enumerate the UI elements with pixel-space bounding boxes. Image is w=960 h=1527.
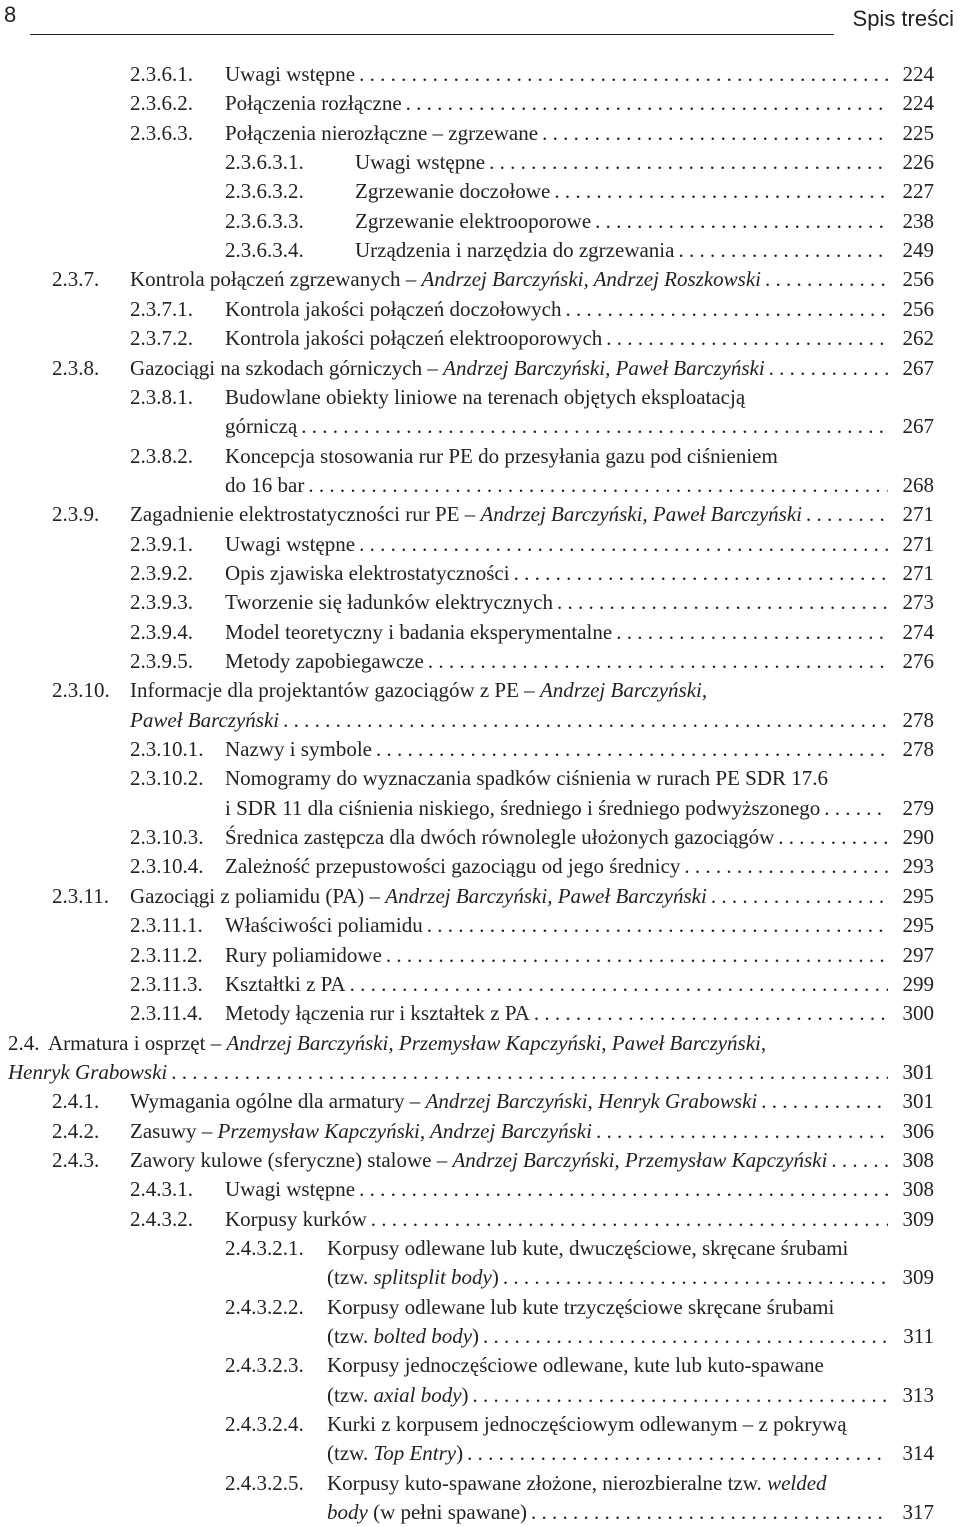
toc-leader-dots — [503, 1263, 888, 1292]
toc-entry-title-text: Rury poliamidowe — [225, 942, 382, 967]
toc-entry-title-text: Korpusy odlewane lub kute, dwuczęściowe, skręcane śrubami — [327, 1236, 849, 1260]
toc-entry-title-text: Zależność przepustowości gazociągu od jego średnicy — [225, 854, 681, 879]
toc-entry-page: 295 — [902, 913, 934, 938]
toc-entry-number: 2.3.9.3. — [130, 590, 193, 615]
toc-entry[interactable] — [225, 1293, 934, 1322]
toc-entry-number: 2.3.6.1. — [130, 62, 193, 86]
toc-entry-title — [225, 618, 612, 647]
toc-entry-page: 267 — [902, 355, 934, 380]
toc-entry-title-text: (tzw. — [327, 1441, 374, 1466]
toc-entry-title-text: Połączenia rozłączne — [225, 91, 402, 116]
toc-entry-title-text: Uwagi wstępne — [225, 1177, 356, 1202]
toc-entry-title — [130, 354, 765, 383]
toc-entry-page: 317 — [902, 1500, 934, 1525]
toc-entry[interactable] — [130, 647, 934, 676]
toc-entry-title — [225, 1175, 355, 1204]
toc-entry-title — [355, 207, 591, 236]
toc-entry-page: 308 — [902, 1177, 934, 1202]
toc-leader-dots — [606, 324, 888, 353]
toc-leader-dots — [514, 559, 888, 588]
toc-leader-dots — [301, 412, 888, 441]
toc-entry[interactable] — [130, 999, 934, 1028]
toc-entry-author: Andrzej Barczyński, Henryk Grabowski — [425, 1089, 758, 1114]
toc-entry-title-text: Uwagi wstępne — [355, 150, 486, 175]
toc-entry[interactable] — [130, 823, 934, 852]
toc-entry-title — [225, 559, 510, 588]
toc-entry-title-text: Kontrola połączeń zgrzewanych – — [130, 267, 422, 292]
toc-leader-dots — [171, 1058, 888, 1087]
toc-leader-dots — [376, 735, 888, 764]
toc-leader-dots — [684, 852, 888, 881]
toc-entry-title-text: Korpusy jednoczęściowe odlewane, kute lub kuto-spawane — [327, 1353, 824, 1378]
toc-entry-page: 271 — [902, 560, 934, 585]
toc-entry-author: Andrzej Barczyński, Przemysław Kapczyński, Paweł Barczyński, — [226, 1030, 767, 1055]
toc-entry[interactable] — [225, 471, 934, 500]
toc-entry-page: 225 — [902, 120, 934, 145]
toc-entry[interactable] — [130, 89, 934, 118]
toc-entry-title-text: (tzw. — [327, 1265, 374, 1290]
toc-entry[interactable] — [225, 1234, 934, 1263]
toc-entry-number: 2.3.6.3.1. — [225, 150, 304, 175]
toc-entry[interactable] — [52, 676, 934, 705]
toc-entry-page: 238 — [902, 208, 934, 233]
toc-entry-title-suffix: ) — [472, 1324, 480, 1349]
toc-entry-title — [225, 471, 304, 500]
toc-entry-title — [130, 706, 279, 735]
toc-leader-dots — [473, 1381, 888, 1410]
toc-leader-dots — [557, 588, 888, 617]
toc-entry[interactable] — [52, 1146, 934, 1175]
toc-entry-page: 267 — [902, 414, 934, 439]
toc-entry-title-text: Połączenia nierozłączne – zgrzewane — [225, 120, 539, 145]
toc-entry-number: 2.4.2. — [52, 1118, 100, 1143]
toc-leader-dots — [371, 1205, 888, 1234]
toc-entry[interactable] — [130, 60, 934, 89]
toc-leader-dots — [806, 500, 888, 529]
toc-leader-dots — [489, 148, 888, 177]
toc-entry[interactable] — [225, 1410, 934, 1439]
toc-entry-title-text: Zawory kulowe (sferyczne) stalowe – — [130, 1147, 453, 1172]
toc-entry-page: 314 — [902, 1441, 934, 1466]
toc-entry-title — [130, 882, 707, 911]
toc-leader-dots — [483, 1322, 888, 1351]
toc-entry-title — [327, 1410, 847, 1439]
toc-leader-dots — [761, 1087, 888, 1116]
toc-entry-title — [225, 383, 745, 412]
toc-entry-title-suffix: (w pełni spawane) — [367, 1500, 528, 1525]
toc-leader-dots — [406, 89, 888, 118]
toc-entry-number: 2.3.6.3.3. — [225, 208, 304, 233]
toc-leader-dots — [824, 794, 888, 823]
toc-entry-title-text: Gazociągi z poliamidu (PA) – — [130, 883, 386, 908]
toc-entry[interactable] — [130, 530, 934, 559]
toc-entry-number: 2.4.3.1. — [130, 1177, 193, 1202]
toc-leader-dots — [542, 119, 888, 148]
toc-entry[interactable] — [130, 1205, 934, 1234]
toc-leader-dots — [308, 471, 888, 500]
toc-entry-title — [225, 823, 774, 852]
toc-entry-page: 311 — [903, 1324, 934, 1349]
toc-entry[interactable] — [130, 706, 934, 735]
toc-entry-title — [327, 1351, 824, 1380]
toc-entry-title-text: do 16 bar — [225, 472, 305, 497]
toc-entry-italic-term: Top Entry — [373, 1441, 457, 1466]
toc-leader-dots — [711, 882, 888, 911]
toc-leader-dots — [596, 1117, 888, 1146]
toc-entry-title — [355, 148, 485, 177]
toc-leader-dots — [831, 1146, 888, 1175]
toc-entry-page: 299 — [902, 971, 934, 996]
toc-entry-page: 226 — [902, 150, 934, 175]
toc-entry[interactable] — [225, 177, 934, 206]
toc-leader-dots — [359, 1175, 888, 1204]
toc-entry[interactable] — [225, 1351, 934, 1380]
toc-entry-title-text: Korpusy kuto-spawane złożone, nierozbieralne tzw. — [327, 1470, 768, 1495]
toc-entry-title-text: Zagadnienie elektrostatyczności rur PE – — [130, 502, 481, 527]
toc-entry-title — [225, 764, 828, 793]
toc-entry[interactable] — [225, 1469, 934, 1498]
toc-entry-page: 224 — [902, 91, 934, 116]
toc-entry-title — [327, 1263, 499, 1292]
toc-entry-number: 2.4.3.2.5. — [225, 1470, 304, 1495]
toc-entry[interactable] — [130, 735, 934, 764]
toc-entry-page: 301 — [902, 1059, 934, 1084]
toc-entry[interactable] — [52, 1117, 934, 1146]
toc-entry-title — [327, 1381, 469, 1410]
toc-entry-title-text: Budowlane obiekty liniowe na terenach objętych eksploatacją — [225, 384, 746, 409]
toc-entry[interactable] — [225, 794, 934, 823]
toc-entry-author: Andrzej Barczyński, Paweł Barczyński — [385, 883, 707, 908]
toc-entry-number: 2.4.3.2.4. — [225, 1412, 304, 1437]
toc-entry-number: 2.3.9.2. — [130, 560, 193, 585]
toc-entry-page: 278 — [902, 707, 934, 732]
toc-entry[interactable] — [327, 1322, 934, 1351]
toc-entry-number: 2.3.11.1. — [130, 913, 203, 938]
toc-entry-page: 306 — [902, 1118, 934, 1143]
toc-entry[interactable] — [327, 1381, 934, 1410]
toc-entry-title — [355, 236, 674, 265]
toc-entry-title — [225, 1205, 367, 1234]
toc-entry-number: 2.3.9.4. — [130, 619, 193, 644]
toc-entry-title-text: Kontrola jakości połączeń doczołowych — [225, 296, 562, 321]
toc-entry[interactable] — [225, 148, 934, 177]
toc-leader-dots — [283, 706, 888, 735]
toc-entry[interactable] — [52, 354, 934, 383]
toc-entry-author: Andrzej Barczyński, — [539, 678, 708, 703]
toc-entry-title — [130, 1146, 827, 1175]
toc-entry[interactable] — [327, 1439, 934, 1468]
toc-leader-dots — [427, 911, 888, 940]
toc-entry-page: 300 — [902, 1001, 934, 1026]
toc-entry-title — [225, 911, 423, 940]
toc-entry-author: Andrzej Barczyński, Andrzej Roszkowski — [421, 267, 761, 292]
toc-entry-page: 313 — [902, 1382, 934, 1407]
toc-entry[interactable] — [130, 559, 934, 588]
toc-entry-page: 268 — [902, 472, 934, 497]
toc-entry[interactable] — [130, 324, 934, 353]
toc-entry-italic-term: splitsplit body — [373, 1265, 492, 1290]
toc-entry-title-text: Zgrzewanie doczołowe — [355, 179, 551, 204]
toc-entry-number: 2.3.8.2. — [130, 443, 193, 468]
toc-entry-title — [225, 119, 538, 148]
toc-entry-title-text: Kurki z korpusem jednoczęściowym odlewanym – z pokrywą — [327, 1412, 847, 1437]
toc-entry[interactable] — [52, 500, 934, 529]
toc-entry-title-suffix: ) — [491, 1265, 499, 1290]
toc-entry-title-suffix: ) — [456, 1441, 464, 1466]
toc-entry-title-text: Zgrzewanie elektrooporowe — [355, 208, 592, 233]
toc-entry-title-text: Metody łączenia rur i kształtek z PA — [225, 1001, 530, 1026]
toc-entry[interactable] — [52, 882, 934, 911]
toc-entry[interactable] — [130, 442, 934, 471]
toc-entry-number: 2.3.6.3.2. — [225, 179, 304, 204]
toc-entry-title — [355, 177, 550, 206]
toc-entry-page: 309 — [902, 1265, 934, 1290]
toc-entry-title-text: Korpusy kurków — [225, 1206, 367, 1231]
toc-entry-number: 2.3.8. — [52, 355, 100, 380]
toc-entry-number: 2.3.9.1. — [130, 531, 193, 556]
toc-entry-title-text: Kontrola jakości połączeń elektrooporowych — [225, 326, 603, 351]
toc-entry[interactable] — [8, 1058, 934, 1087]
toc-entry-number: 2.3.8.1. — [130, 384, 193, 409]
toc-entry-page: 278 — [902, 737, 934, 762]
toc-entry-page: 279 — [902, 795, 934, 820]
toc-leader-dots — [350, 970, 888, 999]
toc-entry-title-text: Korpusy odlewane lub kute trzyczęściowe skręcane śrubami — [327, 1294, 835, 1319]
toc-entry-author: Paweł Barczyński — [130, 707, 280, 732]
toc-entry-title-text: Opis zjawiska elektrostatyczności — [225, 560, 510, 585]
toc-leader-dots — [359, 60, 888, 89]
toc-entry-author: Przemysław Kapczyński, Andrzej Barczyński — [217, 1118, 592, 1143]
toc-entry[interactable] — [130, 941, 934, 970]
toc-entry-title-text: Urządzenia i narzędzia do zgrzewania — [355, 238, 675, 263]
toc-entry-title-text: (tzw. — [327, 1382, 374, 1407]
toc-leader-dots — [531, 1498, 888, 1527]
toc-entry[interactable] — [52, 265, 934, 294]
toc-entry-author: Andrzej Barczyński, Paweł Barczyński — [443, 355, 765, 380]
toc-entry-author: Andrzej Barczyński, Paweł Barczyński — [480, 502, 803, 527]
toc-leader-dots — [678, 236, 888, 265]
toc-entry-title — [225, 295, 561, 324]
toc-entry-title-text: i SDR 11 dla ciśnienia niskiego, średniego i średniego podwyższonego — [225, 795, 821, 820]
toc-entry[interactable] — [225, 412, 934, 441]
toc-entry[interactable] — [225, 236, 934, 265]
toc-entry-title — [225, 442, 778, 471]
toc-entry-number: 2.4.3.2.3. — [225, 1353, 304, 1378]
toc-leader-dots — [534, 999, 888, 1028]
toc-leader-dots — [595, 207, 888, 236]
toc-entry-page: 274 — [902, 619, 934, 644]
toc-entry-page: 273 — [902, 590, 934, 615]
toc-entry-page: 227 — [902, 179, 934, 204]
toc-leader-dots — [386, 941, 888, 970]
toc-entry[interactable] — [52, 1087, 934, 1116]
toc-entry-title — [225, 852, 680, 881]
toc-entry-title — [130, 265, 761, 294]
toc-entry-number: 2.3.6.3.4. — [225, 238, 304, 263]
toc-entry-title — [327, 1498, 527, 1527]
toc-entry[interactable] — [130, 383, 934, 412]
toc-entry-title-text: Nazwy i symbole — [225, 737, 372, 762]
toc-entry-title — [225, 735, 372, 764]
toc-entry[interactable] — [327, 1498, 934, 1527]
toc-entry-number: 2.3.7.1. — [130, 296, 193, 321]
toc-leader-dots — [467, 1439, 888, 1468]
toc-leader-dots — [554, 177, 888, 206]
toc-entry-author: Andrzej Barczyński, Przemysław Kapczyński — [452, 1147, 828, 1172]
toc-entry-title-text: Zasuwy – — [130, 1118, 218, 1143]
toc-entry-page: 297 — [902, 942, 934, 967]
toc-entry-number: 2.4.3. — [52, 1147, 100, 1172]
toc-entry-title — [327, 1293, 834, 1322]
toc-entry-title — [130, 500, 802, 529]
toc-entry-number: 2.3.11.4. — [130, 1001, 203, 1026]
toc-leader-dots — [778, 823, 888, 852]
header-rule — [30, 34, 834, 35]
toc-entry-number: 2.3.11.3. — [130, 971, 203, 996]
toc-entry-title-text: Gazociągi na szkodach górniczych – — [130, 355, 444, 380]
toc-entry-page: 309 — [902, 1206, 934, 1231]
toc-entry-title — [225, 530, 355, 559]
toc-entry-page: 271 — [902, 531, 934, 556]
toc-entry-page: 262 — [902, 326, 934, 351]
running-title: Spis treści — [852, 6, 954, 31]
toc-entry-page: 249 — [902, 238, 934, 263]
toc-entry-italic-term: axial body — [373, 1382, 462, 1407]
toc-entry-title — [225, 60, 355, 89]
toc-entry-number: 2.3.10.2. — [130, 766, 204, 791]
toc-entry[interactable] — [130, 852, 934, 881]
toc-entry-title — [130, 1117, 592, 1146]
toc-entry-title — [8, 1058, 167, 1087]
toc-entry-author: Henryk Grabowski — [8, 1059, 168, 1084]
toc-entry[interactable] — [130, 618, 934, 647]
toc-entry-title — [327, 1469, 827, 1498]
toc-entry-title — [225, 647, 424, 676]
toc-entry-number: 2.3.11.2. — [130, 942, 203, 967]
toc-leader-dots — [616, 618, 888, 647]
toc-entry-title-text: (tzw. — [327, 1324, 374, 1349]
toc-entry-title-text: Uwagi wstępne — [225, 62, 356, 86]
toc-entry-title — [327, 1322, 479, 1351]
toc-entry-title-text: Nomogramy do wyznaczania spadków ciśnienia w rurach PE SDR 17.6 — [225, 766, 829, 791]
toc-entry-number: 2.3.9. — [52, 502, 100, 527]
page-number: 8 — [4, 2, 17, 27]
toc-leader-dots — [765, 265, 888, 294]
toc-entry-title — [48, 1029, 766, 1058]
toc-leader-dots — [565, 295, 888, 324]
toc-entry-number: 2.4.3.2.1. — [225, 1236, 304, 1260]
toc-entry-number: 2.3.6.3. — [130, 120, 193, 145]
toc-entry-title-text: Właściwości poliamidu — [225, 913, 423, 938]
toc-entry-number: 2.3.10. — [52, 678, 110, 703]
toc-entry[interactable] — [130, 764, 934, 793]
toc-entry-page: 308 — [902, 1147, 934, 1172]
toc-entry-page: 271 — [902, 502, 934, 527]
page-header — [0, 0, 960, 44]
toc-entry-title-text: Wymagania ogólne dla armatury – — [130, 1089, 426, 1114]
toc-entry-title-text: Uwagi wstępne — [225, 531, 356, 556]
toc-entry-title — [225, 588, 553, 617]
toc-entry-page: 224 — [902, 62, 934, 86]
toc-entry-page: 256 — [902, 296, 934, 321]
toc-entry-title — [225, 794, 820, 823]
toc-entry-title — [327, 1439, 463, 1468]
toc-entry-italic-term: body — [327, 1500, 368, 1525]
toc-entry-title — [225, 970, 346, 999]
toc-entry-title — [225, 941, 382, 970]
toc-entry-title-suffix: ) — [461, 1382, 469, 1407]
toc-leader-dots — [428, 647, 888, 676]
toc-entry-number: 2.3.6.2. — [130, 91, 193, 116]
toc-entry-title-text: górniczą — [225, 414, 298, 439]
toc-entry-number: 2.4.3.2. — [130, 1206, 193, 1231]
toc-entry-number: 2.3.10.3. — [130, 825, 204, 850]
toc-entry-title-text: Armatura i osprzęt – — [48, 1030, 227, 1055]
toc-entry-number: 2.3.10.1. — [130, 737, 204, 762]
toc-entry-number: 2.3.10.4. — [130, 854, 204, 879]
toc-entry-italic-term: welded — [767, 1470, 827, 1495]
toc-entry[interactable] — [225, 207, 934, 236]
toc-entry-title — [130, 1087, 757, 1116]
toc-entry-page: 293 — [902, 854, 934, 879]
toc-entry-title-text: Informacje dla projektantów gazociągów z PE – — [130, 678, 540, 703]
toc-entry[interactable] — [8, 1029, 934, 1058]
toc-leader-dots — [769, 354, 888, 383]
toc-entry[interactable] — [130, 119, 934, 148]
toc-entry-title-text: Średnica zastępcza dla dwóch równolegle ułożonych gazociągów — [225, 825, 775, 850]
toc-entry-number: 2.4.1. — [52, 1089, 100, 1114]
toc-entry-page: 256 — [902, 267, 934, 292]
toc-entry-page: 295 — [902, 883, 934, 908]
toc-entry[interactable] — [130, 295, 934, 324]
toc-entry-title-text: Tworzenie się ładunków elektrycznych — [225, 590, 553, 615]
toc-entry[interactable] — [130, 1175, 934, 1204]
toc-entry-page: 290 — [902, 825, 934, 850]
toc-entry[interactable] — [130, 911, 934, 940]
toc-entry-number: 2.3.7.2. — [130, 326, 193, 351]
toc-entry-number: 2.3.7. — [52, 267, 100, 292]
toc-entry-title — [327, 1234, 848, 1263]
toc-entry-title — [225, 324, 602, 353]
toc-entry-number: 2.4. — [8, 1030, 40, 1055]
toc-entry-title — [225, 999, 530, 1028]
toc-entry[interactable] — [130, 588, 934, 617]
toc-entry-title — [225, 412, 297, 441]
toc-entry-page: 301 — [902, 1089, 934, 1114]
toc-entry[interactable] — [130, 970, 934, 999]
toc-entry-title-text: Koncepcja stosowania rur PE do przesyłania gazu pod ciśnieniem — [225, 443, 778, 468]
toc-entry-italic-term: bolted body — [373, 1324, 473, 1349]
toc-entry[interactable] — [327, 1263, 934, 1292]
toc-entry-title-text: Metody zapobiegawcze — [225, 649, 424, 673]
toc-entry-title — [130, 676, 707, 705]
toc-leader-dots — [359, 530, 888, 559]
toc-entry-title — [225, 89, 402, 118]
toc-entry-number: 2.4.3.2.2. — [225, 1294, 304, 1319]
toc-entry-page: 276 — [902, 649, 934, 673]
toc-entry-number: 2.3.9.5. — [130, 649, 193, 673]
toc-entry-title-text: Model teoretyczny i badania eksperymentalne — [225, 619, 613, 644]
toc-entry-title-text: Kształtki z PA — [225, 971, 346, 996]
toc-entry-number: 2.3.11. — [52, 883, 109, 908]
